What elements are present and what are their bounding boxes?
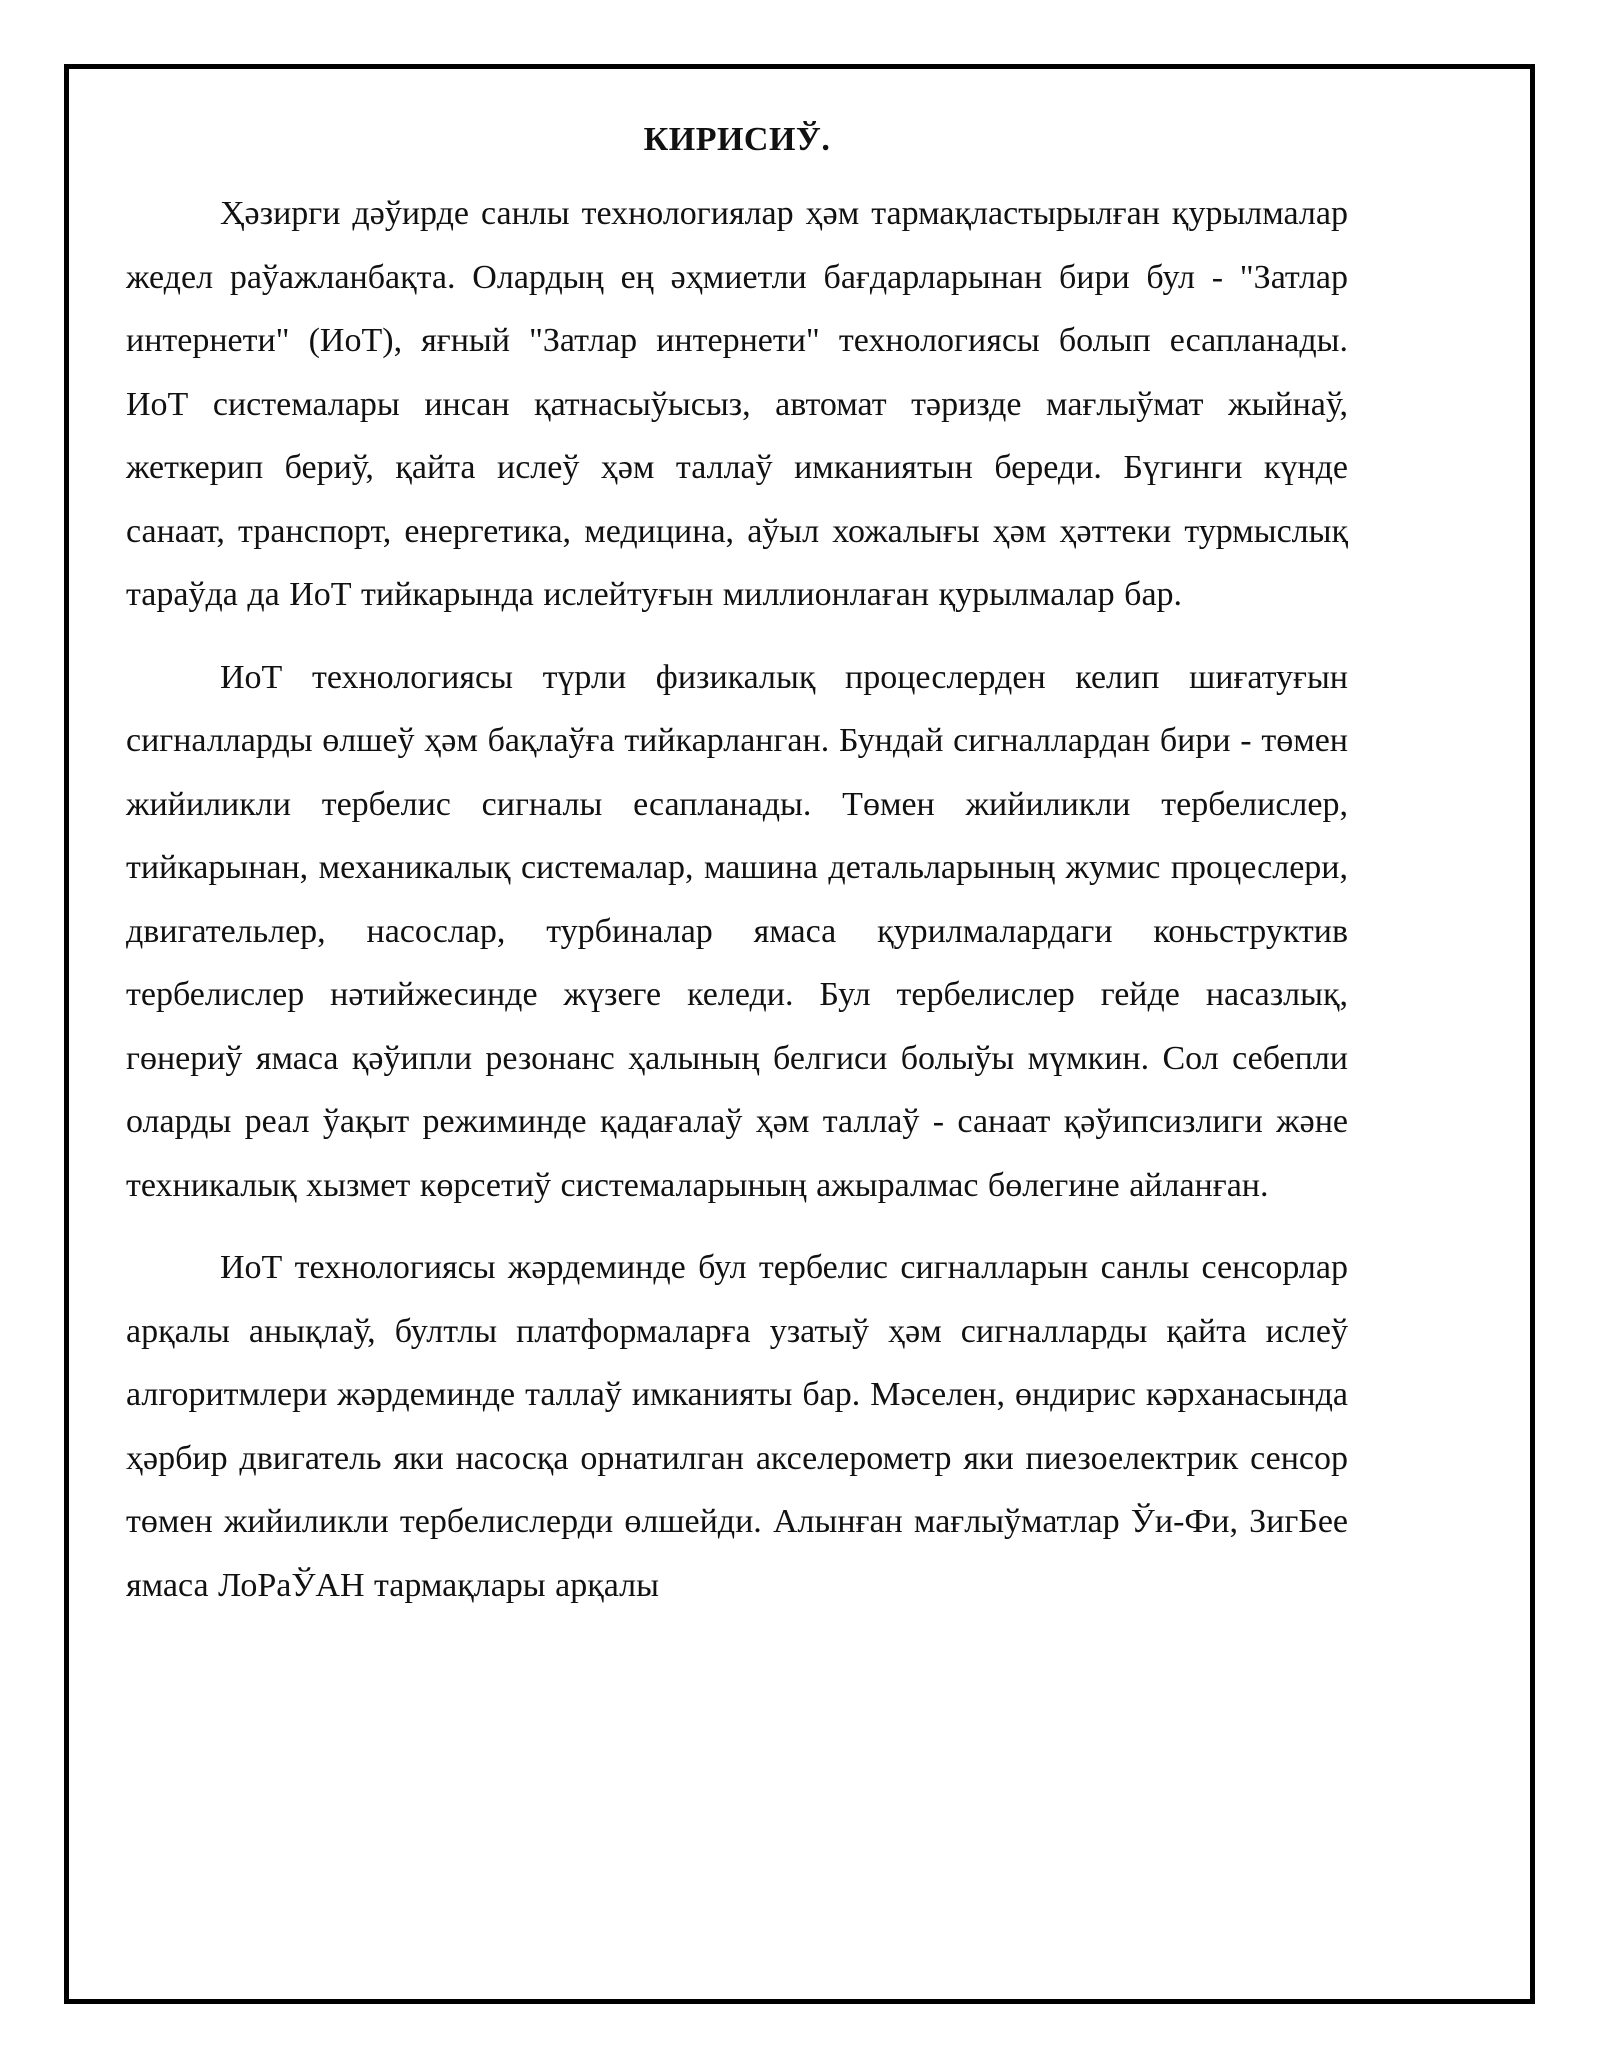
paragraph-3: ИоТ технологиясы жәрдеминде бул тербелис сигналларын санлы сенсорлар арқалы анықлаў, бултлы платформаларға узатыў ҳәм сигналларды қайта ислеў алгоритмлери жәрдеминде таллаў имканияты бар. Мәселен, өндирис кәрханасында ҳәрбир двигатель яки насосқа орнатилган акселерометр яки пиезоелектрик сенсор төмен жийиликли тербелислерди өлшейди. Алынған мағлыўматлар Ўи-Фи, ЗигБее ямаса ЛоРаЎАН тармақлары арқалы xyxy=(126,1249,1348,1604)
paragraph-1: Ҳәзирги дәўирде санлы технологиялар ҳәм тармақластырылған қурылмалар жедел раўажланбақта. Олардың ең әҳмиетли бағдарларынан бири бул - "Затлар интернети" (ИоТ), яғный "Затлар интернети" технологиясы болып есапланады. ИоТ системалары инсан қатнасыўысыз, автомат тәризде мағлыўмат жыйнаў, жеткерип бериў, қайта ислеў ҳәм таллаў имканиятын береди. Бүгинги күнде санаат, транспорт, енергетика, медицина, аўыл хожалығы ҳәм ҳәттеки турмыслық тараўда да ИоТ тийкарында ислейтуғын миллионлаған қурылмалар бар. xyxy=(126,195,1348,613)
document-title: КИРИСИЎ. xyxy=(643,121,831,158)
document-body xyxy=(126,120,1348,1636)
paragraph-2: ИоТ технологиясы түрли физикалық процеслерден келип шиғатуғын сигналларды өлшеў ҳәм бақлаўға тийкарланган. Бундай сигналлардан бири - төмен жийиликли тербелис сигналы есапланады. Төмен жийиликли тербелислер, тийкарынан, механикалық системалар, машина детальларының жумис процеслери, двигательлер, насослар, турбиналар ямаса қурилмалардаги коньструктив тербелислер нәтийжесинде жүзеге келеди. Бул тербелислер гейде насазлық, гөнериў ямаса қәўипли резонанс ҳалының белгиси болыўы мүмкин. Сол себепли оларды реал ўақыт режиминде қадағалаў ҳәм таллаў - санаат қәўипсизлиги және техникалық хызмет көрсетиў системаларының ажыралмас бөлегине айланған. xyxy=(126,658,1348,1204)
